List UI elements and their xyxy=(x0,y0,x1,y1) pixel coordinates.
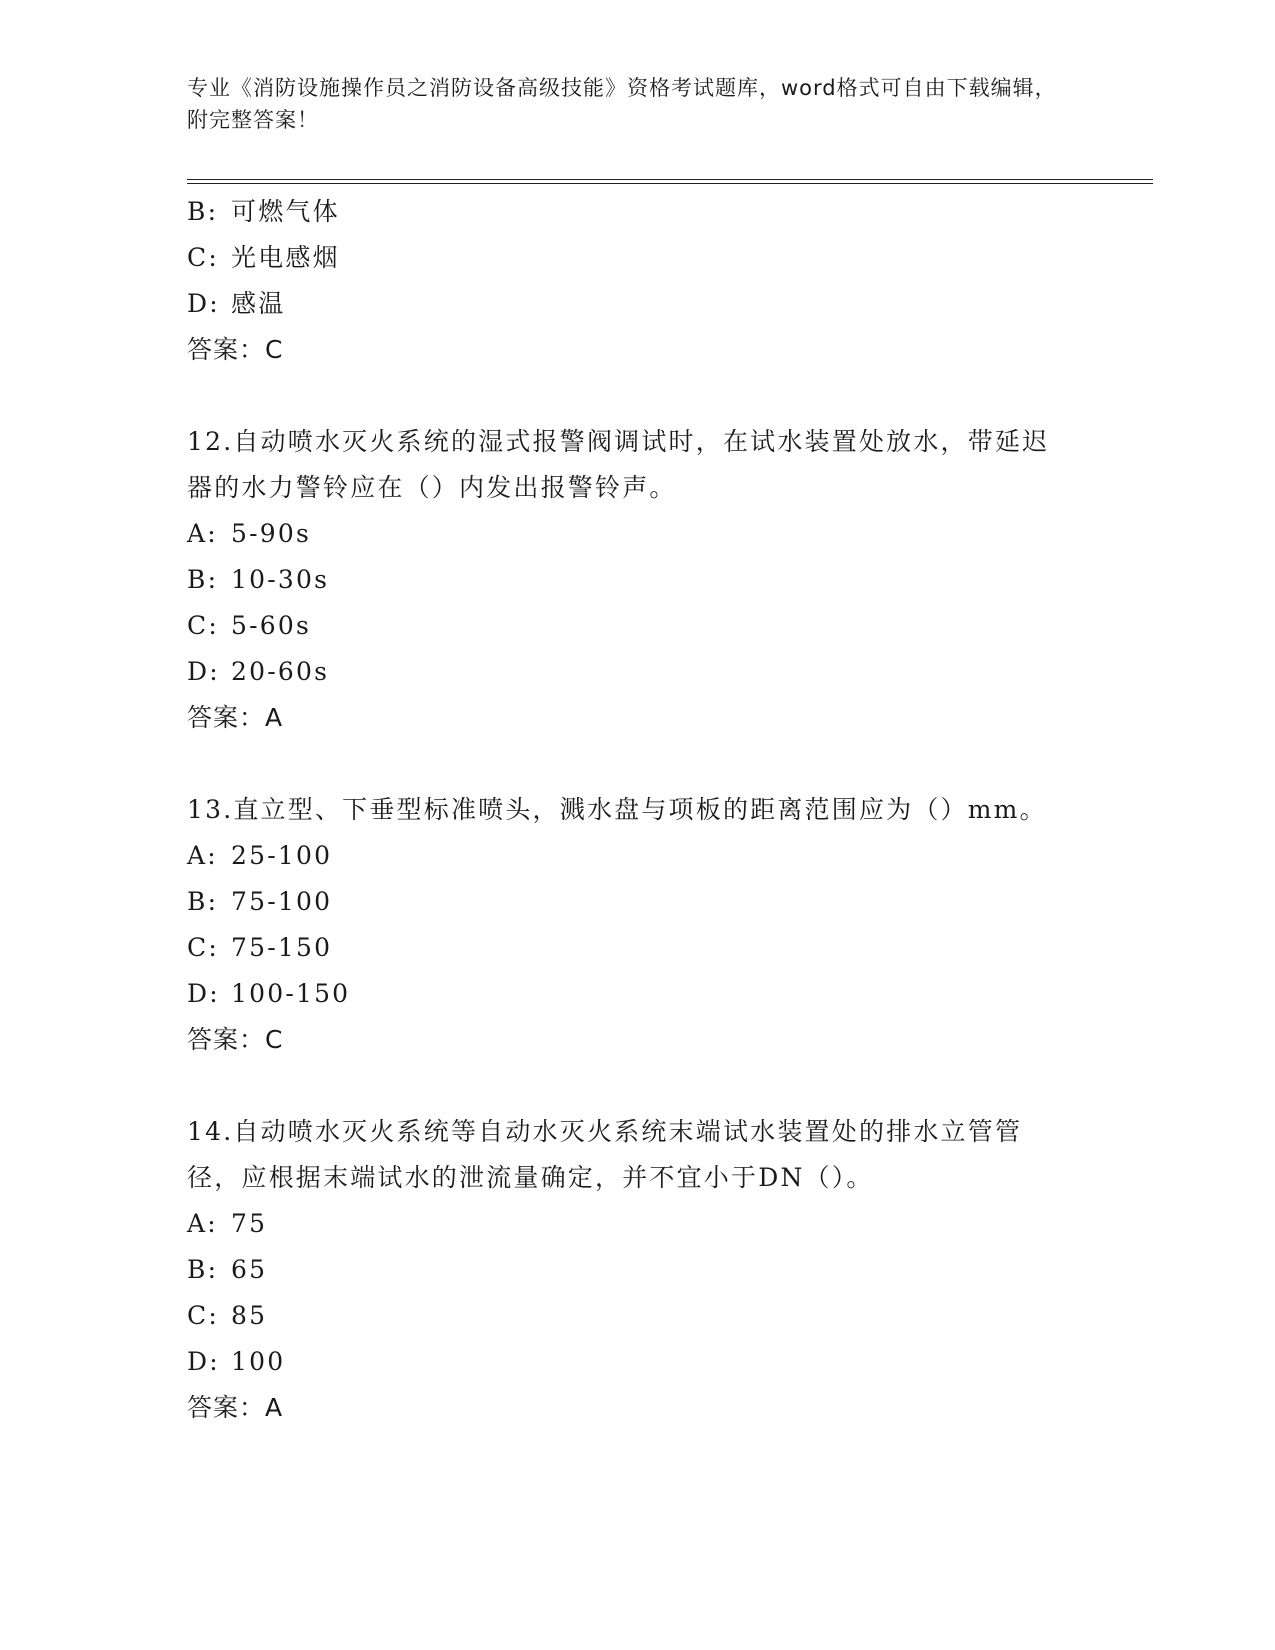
question-stem: 14.自动喷水灭火系统等自动水灭火系统末端试水装置处的排水立管管径，应根据末端试水的泄流量确定，并不宜小于DN（）。 xyxy=(187,1117,1023,1192)
option-d: D: 20-60s xyxy=(187,657,330,686)
option-d: D: 感温 xyxy=(187,289,286,318)
question-14 xyxy=(187,1109,1087,1431)
question-11-continued xyxy=(187,189,1087,373)
option-a: A: 75 xyxy=(187,1209,268,1238)
question-13 xyxy=(187,787,1087,1063)
option-b: B: 65 xyxy=(187,1255,268,1284)
question-12 xyxy=(187,419,1087,741)
option-b: B: 10-30s xyxy=(187,565,330,594)
answer: 答案：C xyxy=(187,335,284,364)
answer: 答案：A xyxy=(187,1393,284,1422)
option-b: B: 75-100 xyxy=(187,887,333,916)
question-stem: 13.直立型、下垂型标准喷头，溅水盘与项板的距离范围应为（）mm。 xyxy=(187,795,1047,824)
option-c: C: 5-60s xyxy=(187,611,311,640)
option-a: A: 25-100 xyxy=(187,841,333,870)
option-a: A: 5-90s xyxy=(187,519,311,548)
option-c: C: 光电感烟 xyxy=(187,243,340,272)
header-rule-top xyxy=(187,179,1153,180)
answer: 答案：A xyxy=(187,703,284,732)
answer: 答案：C xyxy=(187,1025,284,1054)
option-c: C: 85 xyxy=(187,1301,268,1330)
page-header xyxy=(187,72,1067,136)
option-c: C: 75-150 xyxy=(187,933,333,962)
option-d: D: 100-150 xyxy=(187,979,351,1008)
question-list xyxy=(187,189,1087,1431)
option-b: B: 可燃气体 xyxy=(187,197,340,226)
option-d: D: 100 xyxy=(187,1347,286,1376)
header-text: 专业《消防设施操作员之消防设备高级技能》资格考试题库，word格式可自由下载编辑，附完整答案！ xyxy=(187,76,1057,132)
question-stem: 12.自动喷水灭火系统的湿式报警阀调试时，在试水装置处放水，带延迟器的水力警铃应在（）内发出报警铃声。 xyxy=(187,427,1050,502)
header-rule-bottom xyxy=(187,183,1153,184)
